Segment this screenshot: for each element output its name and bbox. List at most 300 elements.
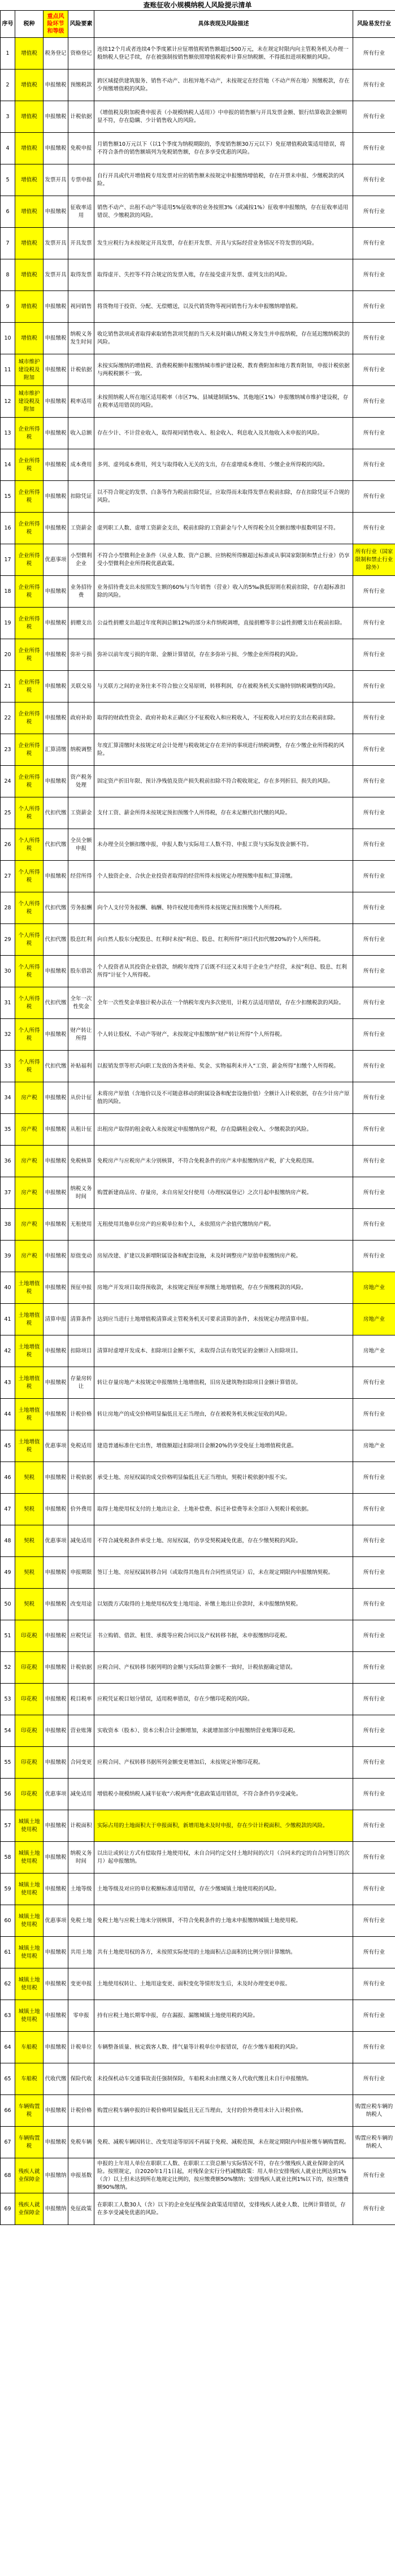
row-number-cell: 42 [1, 1335, 15, 1367]
industry-cell: 所有行业 [353, 702, 395, 734]
tax-type-cell: 土地增值税 [15, 1272, 44, 1304]
table-row [1, 164, 395, 196]
tax-type-cell: 残疾人就业保障金 [15, 2193, 44, 2225]
industry-cell: 所有行业 [353, 1810, 395, 1842]
risk-factor-cell: 免税适用 [68, 1430, 94, 1462]
industry-cell: 所有行业 [353, 1557, 395, 1589]
risk-factor-cell: 免税车辆 [68, 2127, 94, 2158]
risk-stage-cell: 代扣代缴 [44, 987, 68, 1019]
risk-factor-cell: 工资薪金 [68, 797, 94, 829]
tax-type-cell: 印花税 [15, 1684, 44, 1715]
risk-factor-cell: 业务招待费 [68, 576, 94, 608]
header-row [1, 11, 395, 38]
tax-type-cell: 车辆购置税 [15, 2095, 44, 2127]
row-number-cell: 49 [1, 1557, 15, 1589]
row-number-cell: 32 [1, 1019, 15, 1051]
row-number-cell: 63 [1, 2000, 15, 2032]
risk-description-cell: 以报销发票等形式向职工发放的各类补贴、奖金、实物福利未并入“工资、薪金所得”扣缴个人所得税。 [94, 1051, 353, 1082]
risk-description-cell: 应税合同、产权转移书据列明的金额与实际结算金额不一致时，计税依据确定错误。 [94, 1652, 353, 1684]
table-row [1, 734, 395, 766]
risk-stage-cell: 申报缴税 [44, 1652, 68, 1684]
risk-stage-cell: 申报缴税 [44, 1715, 68, 1747]
risk-description-cell: 签订土地、房屋权属转移合同（或取得其他具有合同性质凭证）后，未在规定期限内申报缴纳契税。 [94, 1557, 353, 1589]
row-number-cell: 40 [1, 1272, 15, 1304]
risk-factor-cell: 无租使用 [68, 1209, 94, 1241]
table-row [1, 259, 395, 291]
tax-type-cell: 增值税 [15, 228, 44, 259]
industry-cell: 所有行业 [353, 70, 395, 101]
risk-factor-cell: 原值变动 [68, 1241, 94, 1272]
row-number-cell: 33 [1, 1051, 15, 1082]
risk-description-cell: 购置应税车辆申报的计税价格明显偏低且无正当理由，支付的价外费用未计入计税价格。 [94, 2095, 353, 2127]
risk-stage-cell: 申报缴税 [44, 671, 68, 702]
risk-stage-cell: 申报缴税 [44, 1177, 68, 1209]
risk-description-cell: 未按照纳税人所在地区适用税率（市区7%、县城建制镇5%、其他地区1%）申报缴纳城市维护建设税，存在税率适用错误的风险。 [94, 386, 353, 418]
row-number-cell: 20 [1, 639, 15, 671]
risk-stage-cell: 发票开具 [44, 259, 68, 291]
tax-type-cell: 土地增值税 [15, 1335, 44, 1367]
risk-stage-cell: 申报缴税 [44, 1874, 68, 1905]
risk-description-cell: 建造普通标准住宅出售，增值额超过扣除项目金额20%仍享受免征土地增值税优惠。 [94, 1430, 353, 1462]
risk-stage-cell: 优惠事项 [44, 1430, 68, 1462]
table-row [1, 987, 395, 1019]
row-number-cell: 25 [1, 797, 15, 829]
tax-type-cell: 城镇土地使用税 [15, 1937, 44, 1968]
industry-cell: 所有行业 [353, 608, 395, 639]
risk-factor-cell: 工资薪金 [68, 513, 94, 544]
industry-cell: 所有行业 [353, 829, 395, 861]
risk-description-cell: 未将房产原值（含地价以及不可随意移动的附属设备和配套设施价值）全额计入计税依据，存在少计房产原值的风险。 [94, 1082, 353, 1114]
table-row [1, 1114, 395, 1146]
table-row [1, 861, 395, 892]
risk-factor-cell: 资格登记 [68, 38, 94, 70]
tax-type-cell: 企业所得税 [15, 766, 44, 797]
table-row [1, 1367, 395, 1399]
risk-factor-cell: 免税土地 [68, 1905, 94, 1937]
table-row [1, 133, 395, 164]
row-number-cell: 56 [1, 1779, 15, 1810]
risk-description-cell: 收讫销售款项或者取得索取销售款项凭据的当天未及时确认纳税义务发生并申报纳税，存在延迟缴纳税款的风险。 [94, 323, 353, 354]
row-number-cell: 53 [1, 1684, 15, 1715]
table-row [1, 956, 395, 987]
tax-type-cell: 企业所得税 [15, 513, 44, 544]
industry-cell: 所有行业 [353, 1715, 395, 1747]
table-row [1, 766, 395, 797]
risk-factor-cell: 保险代收 [68, 2063, 94, 2095]
risk-factor-cell: 扣除项目 [68, 1335, 94, 1367]
risk-factor-cell: 纳税义务发生时间 [68, 323, 94, 354]
tax-type-cell: 增值税 [15, 259, 44, 291]
risk-factor-cell: 税目税率 [68, 1684, 94, 1715]
risk-stage-cell: 申报缴税 [44, 1494, 68, 1525]
table-header [1, 11, 395, 38]
industry-cell: 所有行业 [353, 1620, 395, 1652]
risk-stage-cell: 优惠事项 [44, 1905, 68, 1937]
industry-cell: 购置应税车辆的纳税人 [353, 2095, 395, 2127]
table-row [1, 2000, 395, 2032]
risk-stage-cell: 申报缴税 [44, 1684, 68, 1715]
risk-description-cell: 发生应税行为未按规定开具发票，存在拒开发票、开具与实际经营业务情况不符发票的风险。 [94, 228, 353, 259]
risk-description-cell: 向个人支付劳务报酬、稿酬、特许权使用费所得未按规定预扣预缴个人所得税。 [94, 892, 353, 924]
tax-type-cell: 契税 [15, 1525, 44, 1557]
risk-description-cell: 共有土地使用权的各方，未按照实际使用的土地面积占总面积的比例分别计算缴纳。 [94, 1937, 353, 1968]
risk-stage-cell: 申报缴税 [44, 861, 68, 892]
risk-stage-cell: 申报缴税 [44, 766, 68, 797]
risk-description-cell: 支付工资、薪金所得未按规定预扣预缴个人所得税，存在未足额代扣代缴的风险。 [94, 797, 353, 829]
col-header-index: 序号 [1, 11, 15, 38]
tax-type-cell: 车辆购置税 [15, 2127, 44, 2158]
tax-type-cell: 企业所得税 [15, 608, 44, 639]
tax-type-cell: 企业所得税 [15, 481, 44, 513]
col-header-industry: 风险易发行业 [353, 11, 395, 38]
row-number-cell: 12 [1, 386, 15, 418]
industry-cell: 所有行业 [353, 576, 395, 608]
tax-type-cell: 企业所得税 [15, 449, 44, 481]
row-number-cell: 35 [1, 1114, 15, 1146]
risk-factor-cell: 成本费用 [68, 449, 94, 481]
risk-factor-cell: 政府补助 [68, 702, 94, 734]
industry-cell: 所有行业 [353, 2032, 395, 2063]
risk-factor-cell: 减免适用 [68, 1525, 94, 1557]
risk-factor-cell: 视同销售 [68, 291, 94, 323]
risk-factor-cell: 经营所得 [68, 861, 94, 892]
risk-stage-cell: 发票开具 [44, 164, 68, 196]
row-number-cell: 62 [1, 1968, 15, 2000]
risk-description-cell: 转让存量房地产未按规定申报缴纳土地增值税，旧房及建筑物扣除项目金额计算错误。 [94, 1367, 353, 1399]
risk-stage-cell: 申报缴税 [44, 418, 68, 449]
row-number-cell: 36 [1, 1146, 15, 1177]
table-row [1, 354, 395, 386]
risk-stage-cell: 代扣代缴 [44, 1051, 68, 1082]
table-row [1, 1146, 395, 1177]
industry-cell: 所有行业 [353, 1082, 395, 1114]
row-number-cell: 44 [1, 1399, 15, 1430]
risk-factor-cell: 关联交易 [68, 671, 94, 702]
col-header-risk-stage: 重点风险环节和等级 [44, 11, 68, 38]
risk-stage-cell: 申报缴税 [44, 1589, 68, 1620]
industry-cell: 所有行业 [353, 1525, 395, 1557]
risk-factor-cell: 免征政策 [68, 2193, 94, 2225]
industry-cell: 所有行业 [353, 797, 395, 829]
table-row [1, 892, 395, 924]
risk-stage-cell: 申报缴税 [44, 1335, 68, 1367]
risk-stage-cell: 清算申报 [44, 1304, 68, 1335]
industry-cell: 购置应税车辆的纳税人 [353, 2127, 395, 2158]
row-number-cell: 30 [1, 956, 15, 987]
risk-factor-cell: 合同变更 [68, 1747, 94, 1779]
risk-stage-cell: 发票开具 [44, 228, 68, 259]
tax-type-cell: 个人所得税 [15, 1051, 44, 1082]
row-number-cell: 41 [1, 1304, 15, 1335]
risk-description-cell: 应税合同、产权转移书据所列金额变更增加后，未按规定补缴印花税。 [94, 1747, 353, 1779]
tax-type-cell: 残疾人就业保障金 [15, 2158, 44, 2193]
industry-cell: 所有行业 [353, 196, 395, 228]
row-number-cell: 16 [1, 513, 15, 544]
row-number-cell: 31 [1, 987, 15, 1019]
industry-cell: 所有行业 [353, 2063, 395, 2095]
risk-description-cell: 固定资产折旧年限、预计净残值及资产损失税前扣除不符合税收规定，存在多列折旧、损失的风险。 [94, 766, 353, 797]
risk-factor-cell: 纳税义务时间 [68, 1177, 94, 1209]
industry-cell: 所有行业 [353, 1937, 395, 1968]
table-row [1, 386, 395, 418]
risk-factor-cell: 预缴税款 [68, 70, 94, 101]
risk-factor-cell: 计税依据 [68, 1652, 94, 1684]
risk-factor-cell: 专票申报 [68, 164, 94, 196]
tax-type-cell: 个人所得税 [15, 987, 44, 1019]
risk-factor-cell: 变更申报 [68, 1968, 94, 2000]
table-row [1, 2063, 395, 2095]
risk-description-cell: 以划拨方式取得的土地使用权改变土地用途、补缴土地出让价款时，未申报缴纳契税。 [94, 1589, 353, 1620]
industry-cell: 所有行业 [353, 418, 395, 449]
risk-description-cell: 不符合减免税条件承受土地、房屋权属，仍享受契税减免优惠，存在少缴契税的风险。 [94, 1525, 353, 1557]
risk-stage-cell: 申报缴税 [44, 354, 68, 386]
tax-type-cell: 个人所得税 [15, 797, 44, 829]
risk-factor-cell: 计税依据 [68, 1462, 94, 1494]
risk-stage-cell: 汇算清缴 [44, 734, 68, 766]
risk-stage-cell: 申报缴税 [44, 1968, 68, 2000]
risk-stage-cell: 优惠事项 [44, 1779, 68, 1810]
industry-cell: 所有行业 [353, 987, 395, 1019]
risk-stage-cell: 代扣代缴 [44, 797, 68, 829]
table-row [1, 702, 395, 734]
row-number-cell: 11 [1, 354, 15, 386]
row-number-cell: 29 [1, 924, 15, 956]
row-number-cell: 14 [1, 449, 15, 481]
tax-type-cell: 个人所得税 [15, 861, 44, 892]
table-body [1, 38, 395, 2225]
tax-type-cell: 增值税 [15, 196, 44, 228]
tax-type-cell: 个人所得税 [15, 1019, 44, 1051]
risk-factor-cell: 营业账簿 [68, 1715, 94, 1747]
row-number-cell: 27 [1, 861, 15, 892]
risk-stage-cell: 申报缴税 [44, 1747, 68, 1779]
table-row [1, 1272, 395, 1304]
row-number-cell: 65 [1, 2063, 15, 2095]
row-number-cell: 8 [1, 259, 15, 291]
col-header-risk-description: 具体表现及风险描述 [94, 11, 353, 38]
table-row [1, 1082, 395, 1114]
risk-stage-cell: 申报缴税 [44, 1114, 68, 1146]
risk-factor-cell: 取得发票 [68, 259, 94, 291]
risk-description-cell: 房地产开发项目取得预收款，未按规定预征率预缴土地增值税，存在少预缴税款的风险。 [94, 1272, 353, 1304]
industry-cell: 所有行业 [353, 766, 395, 797]
industry-cell: 所有行业 [353, 1684, 395, 1715]
table-row [1, 1715, 395, 1747]
row-number-cell: 37 [1, 1177, 15, 1209]
risk-description-cell: 向自然人股东分配股息、红利时未按“利息、股息、红利所得”项目代扣代缴20%的个人所得税。 [94, 924, 353, 956]
risk-factor-cell: 股东借款 [68, 956, 94, 987]
table-row [1, 1747, 395, 1779]
risk-description-cell: 应税凭证税目划分错误，适用税率错误，存在少缴印花税的风险。 [94, 1684, 353, 1715]
risk-description-cell: 个人投资者从其投资企业借款，纳税年度终了后既不归还又未用于企业生产经营，未按“利息、股息、红利所得”计征个人所得税。 [94, 956, 353, 987]
tax-type-cell: 个人所得税 [15, 956, 44, 987]
risk-factor-cell: 免税核算 [68, 1146, 94, 1177]
table-row [1, 481, 395, 513]
risk-stage-cell: 申报缴税 [44, 386, 68, 418]
risk-factor-cell: 土地等级 [68, 1874, 94, 1905]
tax-type-cell: 企业所得税 [15, 702, 44, 734]
industry-cell: 所有行业 [353, 228, 395, 259]
risk-description-cell: 将货物用于投资、分配、无偿赠送，以及代销货物等视同销售行为未申报缴纳增值税。 [94, 291, 353, 323]
tax-type-cell: 印花税 [15, 1620, 44, 1652]
risk-description-cell: 与关联方之间的业务往来不符合独立交易原则，转移利润，存在被税务机关实施特别纳税调整的风险。 [94, 671, 353, 702]
row-number-cell: 51 [1, 1620, 15, 1652]
tax-type-cell: 房产税 [15, 1177, 44, 1209]
risk-stage-cell: 申报缴税 [44, 1620, 68, 1652]
row-number-cell: 69 [1, 2193, 15, 2225]
row-number-cell: 50 [1, 1589, 15, 1620]
row-number-cell: 61 [1, 1937, 15, 1968]
industry-cell: 房地产业 [353, 1430, 395, 1462]
row-number-cell: 58 [1, 1842, 15, 1874]
risk-description-cell: 购置新建商品房、存量房，未自房屋交付使用（办理权属登记）之次月起申报缴纳房产税。 [94, 1177, 353, 1209]
risk-stage-cell: 申报缴税 [44, 2000, 68, 2032]
table-row [1, 1399, 395, 1430]
risk-description-cell: 取得虚开、失控等不符合规定的发票入账，存在接受虚开发票、虚列支出的风险。 [94, 259, 353, 291]
risk-description-cell: 取得的财政性资金、政府补助未正确区分不征税收入和应税收入，不征税收入对应的支出在税前扣除。 [94, 702, 353, 734]
risk-stage-cell: 申报缴税 [44, 956, 68, 987]
table-row [1, 1430, 395, 1462]
risk-stage-cell: 申报缴税 [44, 291, 68, 323]
table-row [1, 38, 395, 70]
industry-cell: 所有行业 [353, 1842, 395, 1874]
tax-type-cell: 房产税 [15, 1082, 44, 1114]
risk-description-cell: 销售不动产、出租不动产等适用5%征收率的业务按照3%（或减按1%）征收率申报缴纳，存在征收率适用错误、少缴税款的风险。 [94, 196, 353, 228]
tax-type-cell: 土地增值税 [15, 1430, 44, 1462]
row-number-cell: 67 [1, 2127, 15, 2158]
industry-cell: 所有行业 [353, 1146, 395, 1177]
risk-stage-cell: 优惠事项 [44, 544, 68, 576]
row-number-cell: 45 [1, 1430, 15, 1462]
risk-stage-cell: 申报缴税 [44, 323, 68, 354]
row-number-cell: 47 [1, 1494, 15, 1525]
risk-description-cell: 免税土地与应税土地未分别核算，不符合免税条件的土地未申报缴纳城镇土地使用税。 [94, 1905, 353, 1937]
risk-description-cell: 承受土地、房屋权属的成交价格明显偏低且无正当理由，契税计税依据申报不实。 [94, 1462, 353, 1494]
risk-stage-cell: 申报缴税 [44, 196, 68, 228]
risk-stage-cell: 申报缴纳 [44, 2158, 68, 2193]
tax-type-cell: 房产税 [15, 1241, 44, 1272]
row-number-cell: 4 [1, 133, 15, 164]
risk-factor-cell: 纳税义务时间 [68, 1842, 94, 1874]
col-header-risk-factor: 风险要素 [68, 11, 94, 38]
industry-cell: 所有行业 [353, 2158, 395, 2193]
tax-type-cell: 城镇土地使用税 [15, 1968, 44, 2000]
risk-factor-cell: 申报基数 [68, 2158, 94, 2193]
table-row [1, 1335, 395, 1367]
risk-description-cell: 虚列职工人数、虚增工资薪金支出，税前扣除的工资薪金与个人所得税全员全额扣缴申报数明显不符。 [94, 513, 353, 544]
risk-description-cell: 在职职工人数30人（含）以下的企业免征残保金政策适用错误，安排残疾人就业人数、比例计算错误，存在多享受减免优惠的风险。 [94, 2193, 353, 2225]
risk-factor-cell: 零申报 [68, 2000, 94, 2032]
industry-cell: 所有行业 [353, 1494, 395, 1525]
row-number-cell: 38 [1, 1209, 15, 1241]
row-number-cell: 19 [1, 608, 15, 639]
tax-type-cell: 企业所得税 [15, 544, 44, 576]
tax-type-cell: 企业所得税 [15, 671, 44, 702]
risk-description-cell: 申报的上年用人单位在职职工人数、在职职工工资总额与实际情况不符，存在少缴残疾人就业保障金的风险。按照规定，自2020年1月1日起，对残保金实行分档减缴政策：用人单位安排残疾人就业比例达到1%（含）以上但未达到所在地规定比例的，按应缴费额50%缴纳；安排残疾人就业比例1%以下的，按应缴费额90%缴纳。 [94, 2158, 353, 2193]
risk-description-cell: 无租使用其他单位房产的应税单位和个人，未依照房产余值代缴纳房产税。 [94, 1209, 353, 1241]
table-row [1, 1557, 395, 1589]
table-row [1, 70, 395, 101]
risk-stage-cell: 申报缴税 [44, 1209, 68, 1241]
risk-stage-cell: 申报缴税 [44, 481, 68, 513]
risk-description-cell: 以出让或转让方式有偿取得土地使用权，未自合同约定交付土地时间的次月（合同未约定的自合同签订的次月）起申报缴纳。 [94, 1842, 353, 1874]
table-row [1, 1874, 395, 1905]
risk-stage-cell: 代扣代缴 [44, 829, 68, 861]
risk-description-cell: 达到应当进行土地增值税清算或主管税务机关可要求清算的条件，未按规定办理清算申报。 [94, 1304, 353, 1335]
row-number-cell: 9 [1, 291, 15, 323]
tax-type-cell: 城镇土地使用税 [15, 1810, 44, 1842]
tax-type-cell: 印花税 [15, 1747, 44, 1779]
industry-cell: 所有行业 [353, 1177, 395, 1209]
tax-type-cell: 印花税 [15, 1652, 44, 1684]
page-title: 查账征收小规模纳税人风险提示清单 [143, 1, 252, 9]
industry-cell: 所有行业 [353, 354, 395, 386]
tax-type-cell: 增值税 [15, 133, 44, 164]
industry-cell: 所有行业 [353, 1968, 395, 2000]
table-row [1, 1905, 395, 1937]
row-number-cell: 24 [1, 766, 15, 797]
tax-type-cell: 城镇土地使用税 [15, 2000, 44, 2032]
risk-stage-cell: 申报缴税 [44, 1146, 68, 1177]
tax-type-cell: 城镇土地使用税 [15, 1842, 44, 1874]
industry-cell: 所有行业 [353, 164, 395, 196]
tax-type-cell: 城镇土地使用税 [15, 1905, 44, 1937]
table-row [1, 1494, 395, 1525]
table-row [1, 323, 395, 354]
industry-cell: 房地产业 [353, 1304, 395, 1335]
row-number-cell: 48 [1, 1525, 15, 1557]
table-row [1, 101, 395, 133]
risk-description-cell: 书立购销、借款、租赁、承揽等应税合同以及产权转移书据，未申报缴纳印花税。 [94, 1620, 353, 1652]
risk-factor-cell: 应税凭证 [68, 1620, 94, 1652]
row-number-cell: 7 [1, 228, 15, 259]
table-row [1, 2127, 395, 2158]
row-number-cell: 22 [1, 702, 15, 734]
risk-factor-cell: 弥补亏损 [68, 639, 94, 671]
risk-description-cell: 年度汇算清缴时未按规定对会计处理与税收规定存在差异的事项进行纳税调整，存在少缴企业所得税的风险。 [94, 734, 353, 766]
risk-factor-cell: 减免适用 [68, 1779, 94, 1810]
industry-cell: 所有行业 [353, 861, 395, 892]
table-row [1, 2032, 395, 2063]
row-number-cell: 26 [1, 829, 15, 861]
row-number-cell: 68 [1, 2158, 15, 2193]
industry-cell: 所有行业 [353, 1462, 395, 1494]
table-row [1, 1652, 395, 1684]
row-number-cell: 17 [1, 544, 15, 576]
table-row [1, 1019, 395, 1051]
risk-factor-cell: 全年一次性奖金 [68, 987, 94, 1019]
row-number-cell: 55 [1, 1747, 15, 1779]
table-row [1, 544, 395, 576]
row-number-cell: 3 [1, 101, 15, 133]
table-row [1, 1684, 395, 1715]
risk-stage-cell: 申报缴税 [44, 1082, 68, 1114]
tax-type-cell: 增值税 [15, 164, 44, 196]
risk-description-cell: 清算时虚增开发成本、扣除项目金额不实，未取得合法有效凭证的金额计入扣除项目。 [94, 1335, 353, 1367]
industry-cell: 所有行业 [353, 2000, 395, 2032]
risk-description-cell: 《增值税及附加税费申报表（小规模纳税人适用）》中申报的销售额与开具发票金额、银行结算收款金额明显不符，存在隐瞒、少计销售收入的风险。 [94, 101, 353, 133]
risk-stage-cell: 申报缴税 [44, 1399, 68, 1430]
risk-stage-cell: 申报缴税 [44, 2032, 68, 2063]
risk-factor-cell: 小型微利企业 [68, 544, 94, 576]
risk-stage-cell: 申报缴税 [44, 513, 68, 544]
risk-description-cell: 个人转让股权、不动产等财产，未按规定申报缴纳“财产转让所得”个人所得税。 [94, 1019, 353, 1051]
tax-type-cell: 增值税 [15, 101, 44, 133]
industry-cell: 所有行业 [353, 1114, 395, 1146]
industry-cell: 所有行业 [353, 259, 395, 291]
risk-stage-cell: 申报缴税 [44, 1557, 68, 1589]
risk-description-cell: 转让房地产的成交价格明显偏低且无正当理由，存在被税务机关核定征收的风险。 [94, 1399, 353, 1430]
